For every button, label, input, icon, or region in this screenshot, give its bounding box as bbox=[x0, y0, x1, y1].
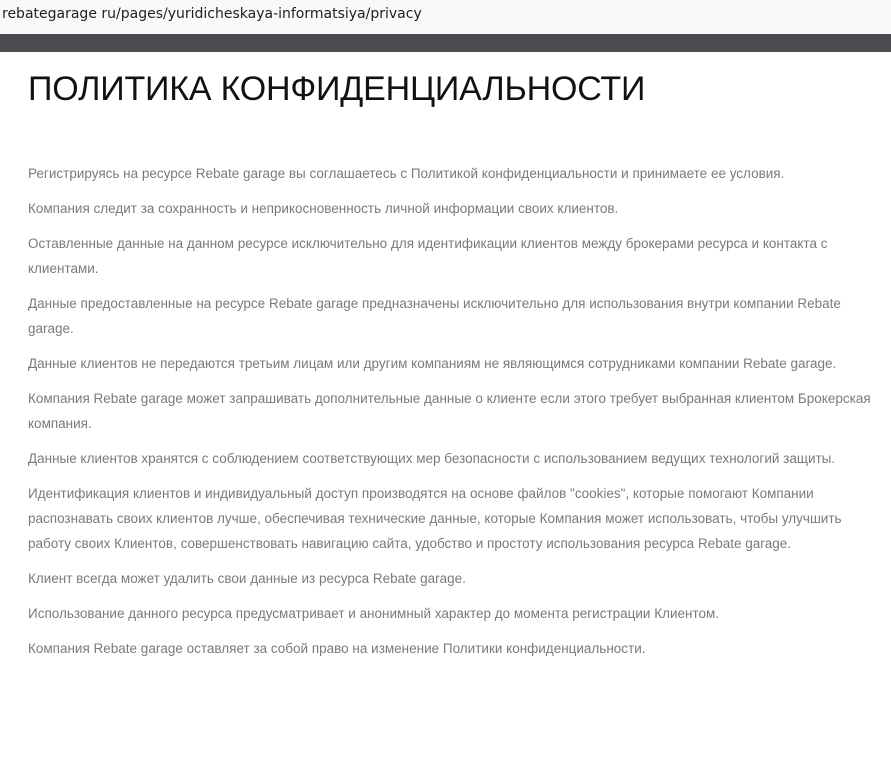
main-content bbox=[28, 52, 878, 671]
policy-paragraph: Компания Rebate garage может запрашивать дополнительные данные о клиенте если этого требует выбранная клиентом Брокерская компания. bbox=[28, 391, 871, 431]
policy-paragraph: Данные клиентов хранятся с соблюдением соответствующих мер безопасности с использованием ведущих технологий защиты. bbox=[28, 451, 836, 466]
url-text[interactable]: rebategarage ru/pages/yuridicheskaya-informatsiya/privacy bbox=[2, 6, 422, 22]
page-title: ПОЛИТИКА КОНФИДЕНЦИАЛЬНОСТИ bbox=[28, 70, 646, 108]
site-header-bar bbox=[0, 34, 891, 52]
address-bar[interactable] bbox=[0, 0, 891, 34]
policy-paragraph: Идентификация клиентов и индивидуальный доступ производятся на основе файлов "cookies", которые помогают Компании распознавать своих клиентов лучше, обеспечивая технические данные, которые Компания может использовать, чтобы улучшить работу своих Клиентов, совершенствовать навигацию сайта, удобство и простоту использования ресурса Rebate garage. bbox=[28, 486, 842, 551]
policy-paragraph: Данные клиентов не передаются третьим лицам или другим компаниям не являющимся сотрудниками компании Rebate garage. bbox=[28, 356, 837, 371]
policy-paragraph: Клиент всегда может удалить свои данные из ресурса Rebate garage. bbox=[28, 571, 466, 586]
policy-text bbox=[28, 161, 878, 661]
policy-paragraph: Оставленные данные на данном ресурсе исключительно для идентификации клиентов между брокерами ресурса и контакта с клиентами. bbox=[28, 236, 828, 276]
policy-paragraph: Данные предоставленные на ресурсе Rebate garage предназначены исключительно для использования внутри компании Rebate garage. bbox=[28, 296, 841, 336]
policy-paragraph: Регистрируясь на ресурсе Rebate garage вы соглашаетесь с Политикой конфиденциальности и принимаете ее условия. bbox=[28, 166, 785, 181]
policy-paragraph: Компания Rebate garage оставляет за собой право на изменение Политики конфиденциальности. bbox=[28, 641, 646, 656]
policy-paragraph: Компания следит за сохранность и неприкосновенность личной информации своих клиентов. bbox=[28, 201, 619, 216]
policy-paragraph: Использование данного ресурса предусматривает и анонимный характер до момента регистрации Клиентом. bbox=[28, 606, 720, 621]
